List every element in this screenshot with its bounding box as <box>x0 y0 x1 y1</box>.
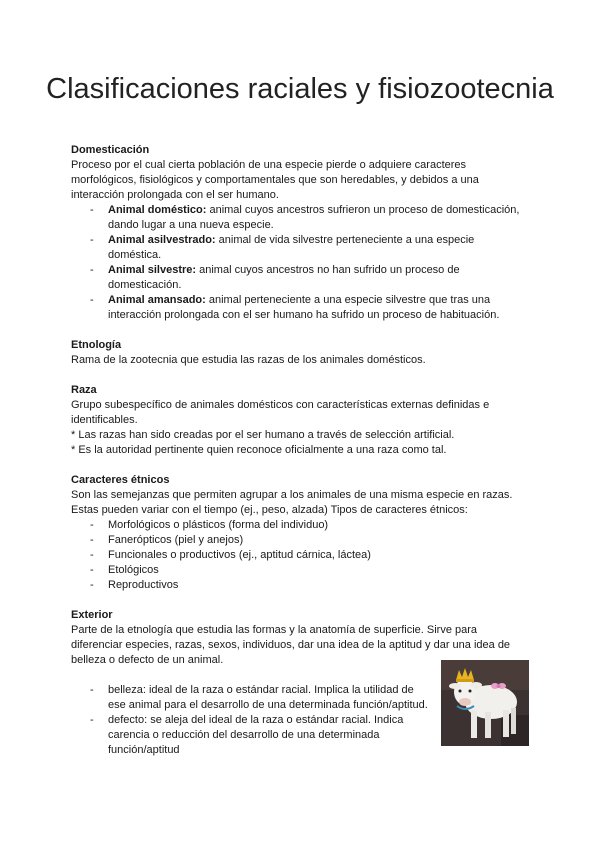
page-title: Clasificaciones raciales y fisiozootecnia <box>46 73 554 105</box>
list-exterior <box>71 683 431 758</box>
list-item <box>71 683 431 713</box>
heading-raza: Raza <box>71 384 97 396</box>
text-etnologia: Rama de la zootecnia que estudia las razas de los animales domésticos. <box>71 354 426 366</box>
section-raza <box>71 383 529 458</box>
cow-with-crown-image <box>441 660 529 746</box>
item-text: Morfológicos o plásticos (forma del individuo) <box>108 519 329 531</box>
section-etnologia <box>71 338 529 368</box>
list-item <box>71 548 529 563</box>
list-item <box>71 563 529 578</box>
heading-domesticacion: Domesticación <box>71 144 150 156</box>
heading-etnologia: Etnología <box>71 339 122 351</box>
list-item <box>71 293 529 323</box>
text-raza: Grupo subespecífico de animales domésticos con características externas definidas e identificables. <box>71 399 490 426</box>
item-text: Funcionales o productivos (ej., aptitud cárnica, láctea) <box>108 549 371 561</box>
term-desc: animal cuyos ancestros no han sufrido un proceso de domesticación. <box>108 264 460 291</box>
term: Animal doméstico: <box>108 204 207 216</box>
note: * Las razas han sido creadas por el ser humano a través de selección artificial. <box>71 429 455 441</box>
list-item <box>71 533 529 548</box>
section-caracteres <box>71 473 529 593</box>
text-exterior: Parte de la etnología que estudia las formas y la anatomía de superficie. Sirve para diferenciar especies, razas, sexos, individuos, dar una idea de la aptitud y dar una idea de belleza o defecto de un animal. <box>71 624 511 666</box>
list-item <box>71 203 529 233</box>
dash-bullet: - <box>90 294 94 306</box>
heading-caracteres: Caracteres étnicos <box>71 474 170 486</box>
list-item <box>71 578 529 593</box>
item-text: Etológicos <box>108 564 159 576</box>
dash-bullet: - <box>90 549 94 561</box>
list-item <box>71 263 529 293</box>
dash-bullet: - <box>90 204 94 216</box>
text-caracteres: Son las semejanzas que permiten agrupar a los animales de una misma especie en razas. Estas pueden variar con el tiempo (ej., peso, alzada) Tipos de caracteres étnicos: <box>71 489 513 516</box>
heading-exterior: Exterior <box>71 609 113 621</box>
item-text: Fanerópticos (piel y anejos) <box>108 534 244 546</box>
term-desc: animal perteneciente a una especie silvestre que tras una interacción prolongada con el ser humano ha sufrido un proceso de habituación. <box>108 294 500 321</box>
item-text: defecto: se aleja del ideal de la raza o estándar racial. Indica carencia o reducción del desarrollo de una determinada función/aptitud <box>108 714 404 756</box>
section-domesticacion <box>71 143 529 323</box>
dash-bullet: - <box>90 564 94 576</box>
item-text: belleza: ideal de la raza o estándar racial. Implica la utilidad de ese animal para el desarrollo de una determinada función/aptitud. <box>108 684 428 711</box>
term-desc: animal de vida silvestre perteneciente a una especie doméstica. <box>108 234 475 261</box>
term-desc: animal cuyos ancestros sufrieron un proceso de domesticación, dando lugar a una nueva especie. <box>108 204 520 231</box>
dash-bullet: - <box>90 714 94 726</box>
note: * Es la autoridad pertinente quien reconoce oficialmente a una raza como tal. <box>71 444 447 456</box>
dash-bullet: - <box>90 684 94 696</box>
term: Animal amansado: <box>108 294 206 306</box>
term: Animal silvestre: <box>108 264 197 276</box>
term: Animal asilvestrado: <box>108 234 216 246</box>
list-domesticacion <box>71 203 529 323</box>
list-item <box>71 518 529 533</box>
text-domesticacion: Proceso por el cual cierta población de una especie pierde o adquiere caracteres morfológicos, fisiológicos y comportamentales que son heredables, y debidos a una interacción prolongada con el ser humano. <box>71 159 479 201</box>
dash-bullet: - <box>90 519 94 531</box>
list-caracteres <box>71 518 529 593</box>
item-text: Reproductivos <box>108 579 179 591</box>
dash-bullet: - <box>90 234 94 246</box>
dash-bullet: - <box>90 534 94 546</box>
dash-bullet: - <box>90 579 94 591</box>
dash-bullet: - <box>90 264 94 276</box>
list-item <box>71 233 529 263</box>
cow-photo <box>441 660 529 746</box>
list-item <box>71 713 431 758</box>
